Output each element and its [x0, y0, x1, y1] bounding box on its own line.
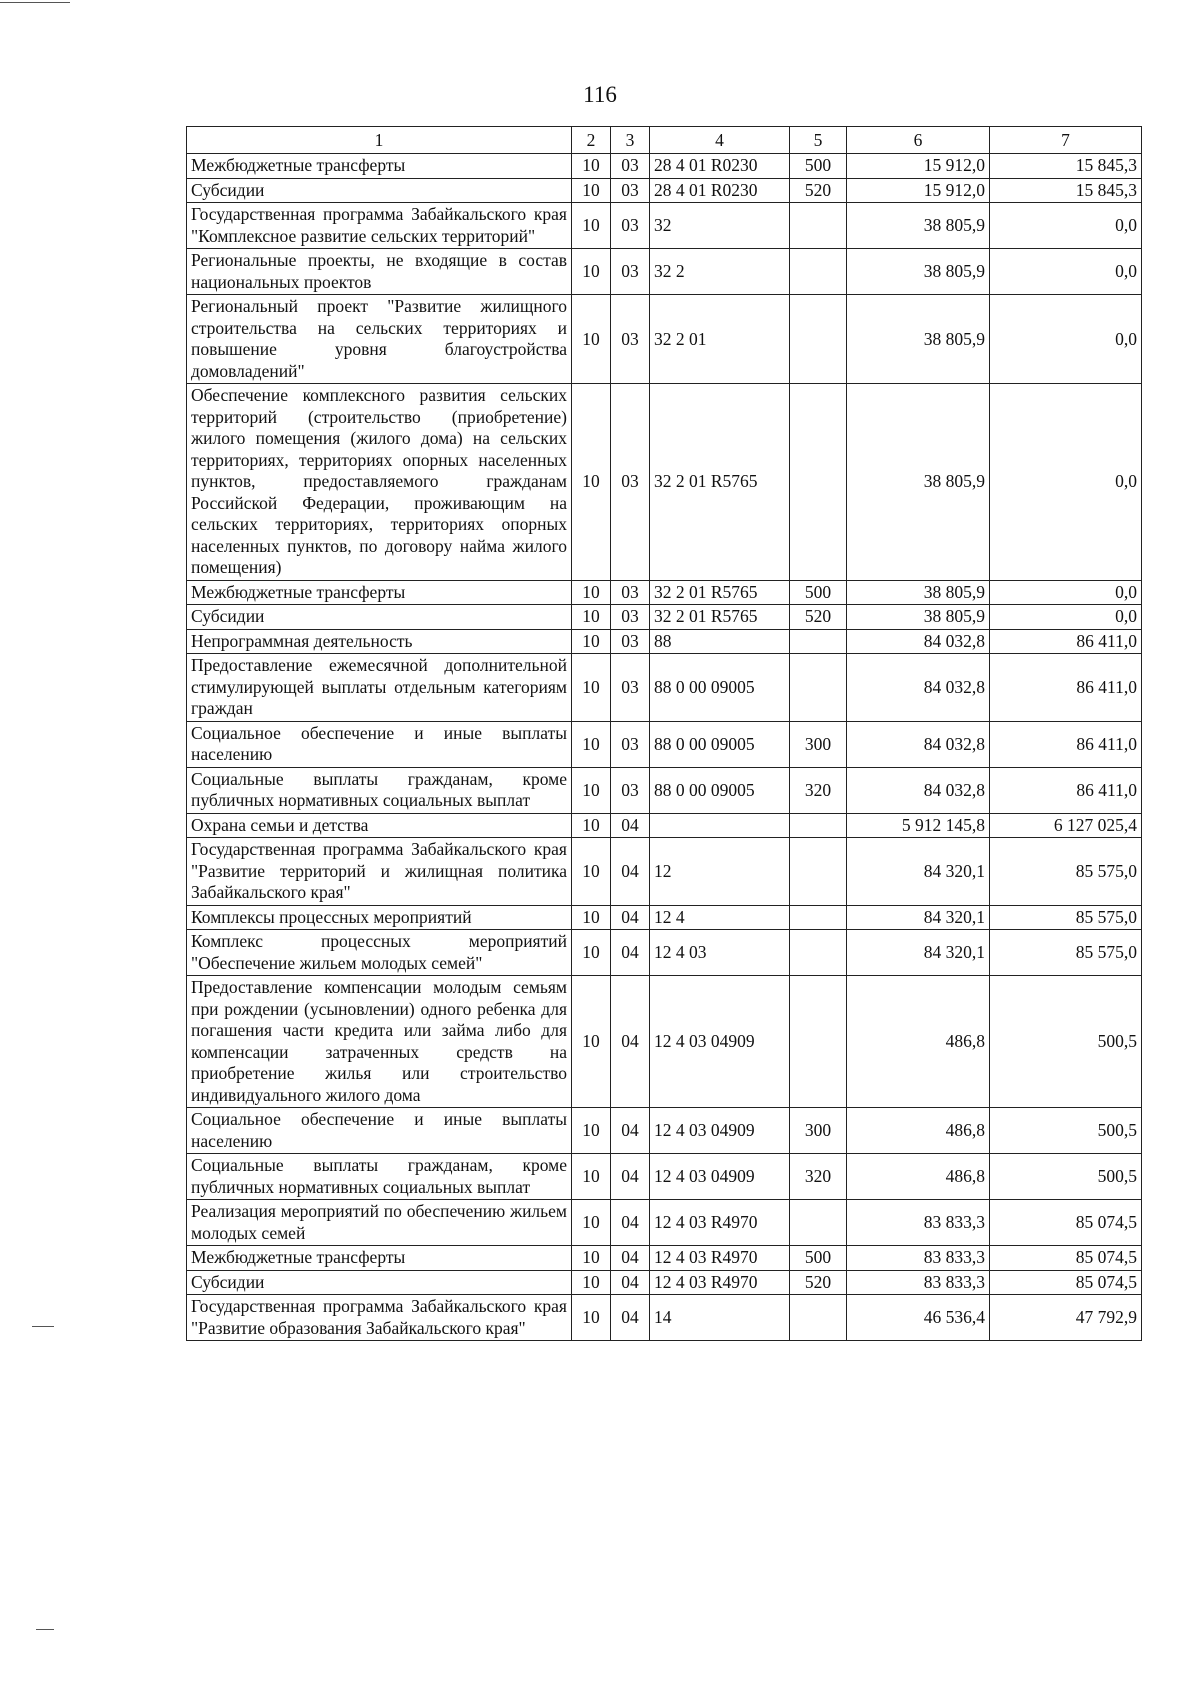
row-target-article: 32 [650, 203, 790, 249]
row-target-article: 28 4 01 R0230 [650, 178, 790, 203]
row-expense-type [790, 203, 847, 249]
row-name: Предоставление ежемесячной дополнительной стимулирующей выплаты отдельным категориям граждан [187, 654, 572, 722]
row-amount-year-2: 86 411,0 [990, 629, 1142, 654]
table-row [187, 1295, 1142, 1341]
row-amount-year-1: 83 833,3 [847, 1200, 990, 1246]
row-subsection-code: 03 [611, 580, 650, 605]
header-col-6: 6 [847, 127, 990, 154]
table-row [187, 767, 1142, 813]
row-subsection-code: 03 [611, 384, 650, 581]
row-section-code: 10 [572, 976, 611, 1108]
row-expense-type [790, 905, 847, 930]
row-amount-year-2: 47 792,9 [990, 1295, 1142, 1341]
row-name: Социальные выплаты гражданам, кроме публичных нормативных социальных выплат [187, 767, 572, 813]
row-target-article: 12 4 03 04909 [650, 1154, 790, 1200]
row-amount-year-2: 85 074,5 [990, 1200, 1142, 1246]
row-expense-type [790, 1200, 847, 1246]
table-row [187, 249, 1142, 295]
row-expense-type [790, 930, 847, 976]
row-subsection-code: 03 [611, 295, 650, 384]
row-amount-year-2: 0,0 [990, 384, 1142, 581]
row-name: Межбюджетные трансферты [187, 1246, 572, 1271]
row-expense-type: 300 [790, 721, 847, 767]
row-subsection-code: 03 [611, 178, 650, 203]
row-subsection-code: 03 [611, 721, 650, 767]
row-name: Межбюджетные трансферты [187, 580, 572, 605]
row-section-code: 10 [572, 1270, 611, 1295]
row-subsection-code: 03 [611, 203, 650, 249]
row-subsection-code: 03 [611, 767, 650, 813]
row-amount-year-1: 15 912,0 [847, 154, 990, 179]
row-name: Обеспечение комплексного развития сельских территорий (строительство (приобретение) жилого помещения (жилого дома) на сельских территориях, территориях опорных населенных пунктов, предоставляемого гражданам Российской Федерации, проживающим на сельских территориях, территориях опорных населенных пунктов, по договору найма жилого помещения) [187, 384, 572, 581]
row-section-code: 10 [572, 930, 611, 976]
row-target-article: 88 [650, 629, 790, 654]
row-amount-year-1: 83 833,3 [847, 1270, 990, 1295]
row-target-article: 12 4 03 R4970 [650, 1270, 790, 1295]
row-subsection-code: 04 [611, 1246, 650, 1271]
row-amount-year-1: 84 032,8 [847, 629, 990, 654]
row-amount-year-1: 38 805,9 [847, 295, 990, 384]
row-expense-type [790, 1295, 847, 1341]
row-subsection-code: 04 [611, 1200, 650, 1246]
table-row [187, 1270, 1142, 1295]
budget-table [186, 126, 1142, 1341]
row-amount-year-2: 0,0 [990, 249, 1142, 295]
row-expense-type: 500 [790, 1246, 847, 1271]
row-name: Предоставление компенсации молодым семьям при рождении (усыновлении) одного ребенка для погашения части кредита или займа либо для компенсации затраченных средств на приобретение жилья или строительство индивидуального жилого дома [187, 976, 572, 1108]
row-target-article: 32 2 01 R5765 [650, 605, 790, 630]
row-section-code: 10 [572, 629, 611, 654]
scan-edge-line [0, 2, 70, 3]
row-amount-year-1: 84 320,1 [847, 905, 990, 930]
row-name: Государственная программа Забайкальского края "Развитие образования Забайкальского края" [187, 1295, 572, 1341]
row-amount-year-2: 85 074,5 [990, 1246, 1142, 1271]
row-expense-type [790, 976, 847, 1108]
row-amount-year-1: 38 805,9 [847, 384, 990, 581]
header-col-3: 3 [611, 127, 650, 154]
header-col-4: 4 [650, 127, 790, 154]
row-expense-type: 320 [790, 767, 847, 813]
table-row [187, 721, 1142, 767]
table-row [187, 295, 1142, 384]
row-target-article: 88 0 00 09005 [650, 654, 790, 722]
row-amount-year-2: 85 074,5 [990, 1270, 1142, 1295]
row-expense-type [790, 384, 847, 581]
row-amount-year-2: 6 127 025,4 [990, 813, 1142, 838]
row-amount-year-2: 85 575,0 [990, 905, 1142, 930]
row-amount-year-1: 38 805,9 [847, 203, 990, 249]
table-row [187, 838, 1142, 906]
table-row [187, 1154, 1142, 1200]
header-col-1: 1 [187, 127, 572, 154]
row-target-article [650, 813, 790, 838]
row-target-article: 88 0 00 09005 [650, 721, 790, 767]
table-row [187, 605, 1142, 630]
row-amount-year-2: 0,0 [990, 295, 1142, 384]
row-expense-type: 520 [790, 1270, 847, 1295]
row-amount-year-1: 486,8 [847, 1154, 990, 1200]
row-expense-type: 320 [790, 1154, 847, 1200]
row-amount-year-2: 85 575,0 [990, 930, 1142, 976]
row-section-code: 10 [572, 1154, 611, 1200]
row-amount-year-2: 500,5 [990, 1154, 1142, 1200]
row-section-code: 10 [572, 838, 611, 906]
row-amount-year-2: 500,5 [990, 976, 1142, 1108]
row-section-code: 10 [572, 1108, 611, 1154]
header-col-7: 7 [990, 127, 1142, 154]
row-section-code: 10 [572, 721, 611, 767]
table-row [187, 930, 1142, 976]
row-section-code: 10 [572, 295, 611, 384]
row-name: Межбюджетные трансферты [187, 154, 572, 179]
table-row [187, 813, 1142, 838]
row-target-article: 12 [650, 838, 790, 906]
table-row [187, 1108, 1142, 1154]
row-section-code: 10 [572, 249, 611, 295]
row-amount-year-1: 38 805,9 [847, 580, 990, 605]
row-amount-year-2: 86 411,0 [990, 654, 1142, 722]
table-row [187, 976, 1142, 1108]
row-amount-year-1: 84 032,8 [847, 654, 990, 722]
row-subsection-code: 04 [611, 813, 650, 838]
row-name: Государственная программа Забайкальского края "Развитие территорий и жилищная политика Забайкальского края" [187, 838, 572, 906]
row-expense-type [790, 838, 847, 906]
row-target-article: 14 [650, 1295, 790, 1341]
row-target-article: 32 2 01 R5765 [650, 580, 790, 605]
row-target-article: 12 4 [650, 905, 790, 930]
row-expense-type [790, 249, 847, 295]
row-amount-year-2: 86 411,0 [990, 767, 1142, 813]
row-section-code: 10 [572, 767, 611, 813]
row-amount-year-1: 38 805,9 [847, 605, 990, 630]
row-subsection-code: 03 [611, 249, 650, 295]
row-section-code: 10 [572, 1295, 611, 1341]
row-expense-type: 300 [790, 1108, 847, 1154]
row-name: Социальные выплаты гражданам, кроме публичных нормативных социальных выплат [187, 1154, 572, 1200]
row-name: Региональные проекты, не входящие в состав национальных проектов [187, 249, 572, 295]
row-name: Непрограммная деятельность [187, 629, 572, 654]
table-row [187, 654, 1142, 722]
row-amount-year-1: 84 320,1 [847, 838, 990, 906]
row-expense-type [790, 629, 847, 654]
table-row [187, 580, 1142, 605]
row-subsection-code: 04 [611, 905, 650, 930]
row-amount-year-2: 85 575,0 [990, 838, 1142, 906]
row-section-code: 10 [572, 605, 611, 630]
row-name: Комплексы процессных мероприятий [187, 905, 572, 930]
row-section-code: 10 [572, 905, 611, 930]
row-target-article: 32 2 01 [650, 295, 790, 384]
header-col-2: 2 [572, 127, 611, 154]
row-amount-year-2: 0,0 [990, 605, 1142, 630]
row-expense-type [790, 813, 847, 838]
row-subsection-code: 04 [611, 930, 650, 976]
row-amount-year-2: 15 845,3 [990, 154, 1142, 179]
row-subsection-code: 04 [611, 1270, 650, 1295]
page-number: 116 [583, 82, 617, 107]
row-subsection-code: 03 [611, 629, 650, 654]
row-section-code: 10 [572, 813, 611, 838]
row-target-article: 32 2 01 R5765 [650, 384, 790, 581]
row-amount-year-1: 84 032,8 [847, 767, 990, 813]
row-subsection-code: 04 [611, 1295, 650, 1341]
row-amount-year-1: 15 912,0 [847, 178, 990, 203]
row-subsection-code: 03 [611, 654, 650, 722]
row-amount-year-1: 486,8 [847, 976, 990, 1108]
row-target-article: 88 0 00 09005 [650, 767, 790, 813]
scan-edge-line [36, 1629, 54, 1630]
table-row [187, 629, 1142, 654]
row-expense-type [790, 295, 847, 384]
row-subsection-code: 04 [611, 1108, 650, 1154]
row-subsection-code: 04 [611, 976, 650, 1108]
row-amount-year-2: 15 845,3 [990, 178, 1142, 203]
header-col-5: 5 [790, 127, 847, 154]
row-amount-year-1: 84 032,8 [847, 721, 990, 767]
row-section-code: 10 [572, 178, 611, 203]
row-target-article: 12 4 03 R4970 [650, 1200, 790, 1246]
header-row [187, 127, 1142, 154]
row-target-article: 28 4 01 R0230 [650, 154, 790, 179]
row-name: Комплекс процессных мероприятий "Обеспечение жильем молодых семей" [187, 930, 572, 976]
row-name: Государственная программа Забайкальского края "Комплексное развитие сельских территорий" [187, 203, 572, 249]
table-row [187, 384, 1142, 581]
row-name: Реализация мероприятий по обеспечению жильем молодых семей [187, 1200, 572, 1246]
row-section-code: 10 [572, 154, 611, 179]
row-name: Социальное обеспечение и иные выплаты населению [187, 1108, 572, 1154]
row-name: Региональный проект "Развитие жилищного строительства на сельских территориях и повышение уровня благоустройства домовладений" [187, 295, 572, 384]
row-amount-year-1: 84 320,1 [847, 930, 990, 976]
row-target-article: 12 4 03 [650, 930, 790, 976]
row-amount-year-2: 86 411,0 [990, 721, 1142, 767]
row-target-article: 12 4 03 04909 [650, 1108, 790, 1154]
row-section-code: 10 [572, 580, 611, 605]
row-name: Социальное обеспечение и иные выплаты населению [187, 721, 572, 767]
row-amount-year-2: 0,0 [990, 580, 1142, 605]
row-name: Субсидии [187, 605, 572, 630]
row-amount-year-1: 486,8 [847, 1108, 990, 1154]
row-section-code: 10 [572, 654, 611, 722]
row-subsection-code: 03 [611, 154, 650, 179]
row-subsection-code: 03 [611, 605, 650, 630]
row-name: Субсидии [187, 178, 572, 203]
row-target-article: 32 2 [650, 249, 790, 295]
row-expense-type [790, 654, 847, 722]
row-amount-year-1: 5 912 145,8 [847, 813, 990, 838]
row-target-article: 12 4 03 04909 [650, 976, 790, 1108]
row-amount-year-1: 38 805,9 [847, 249, 990, 295]
row-subsection-code: 04 [611, 838, 650, 906]
row-amount-year-2: 500,5 [990, 1108, 1142, 1154]
row-section-code: 10 [572, 203, 611, 249]
row-target-article: 12 4 03 R4970 [650, 1246, 790, 1271]
table-row [187, 905, 1142, 930]
row-subsection-code: 04 [611, 1154, 650, 1200]
table-row [187, 154, 1142, 179]
row-amount-year-1: 46 536,4 [847, 1295, 990, 1341]
row-section-code: 10 [572, 1200, 611, 1246]
table-row [187, 203, 1142, 249]
row-section-code: 10 [572, 1246, 611, 1271]
row-name: Субсидии [187, 1270, 572, 1295]
row-name: Охрана семьи и детства [187, 813, 572, 838]
row-amount-year-1: 83 833,3 [847, 1246, 990, 1271]
row-amount-year-2: 0,0 [990, 203, 1142, 249]
table-row [187, 1246, 1142, 1271]
scan-edge-line [32, 1326, 54, 1327]
row-expense-type: 500 [790, 580, 847, 605]
table-row [187, 178, 1142, 203]
row-expense-type: 520 [790, 178, 847, 203]
row-expense-type: 500 [790, 154, 847, 179]
row-section-code: 10 [572, 384, 611, 581]
row-expense-type: 520 [790, 605, 847, 630]
table-row [187, 1200, 1142, 1246]
